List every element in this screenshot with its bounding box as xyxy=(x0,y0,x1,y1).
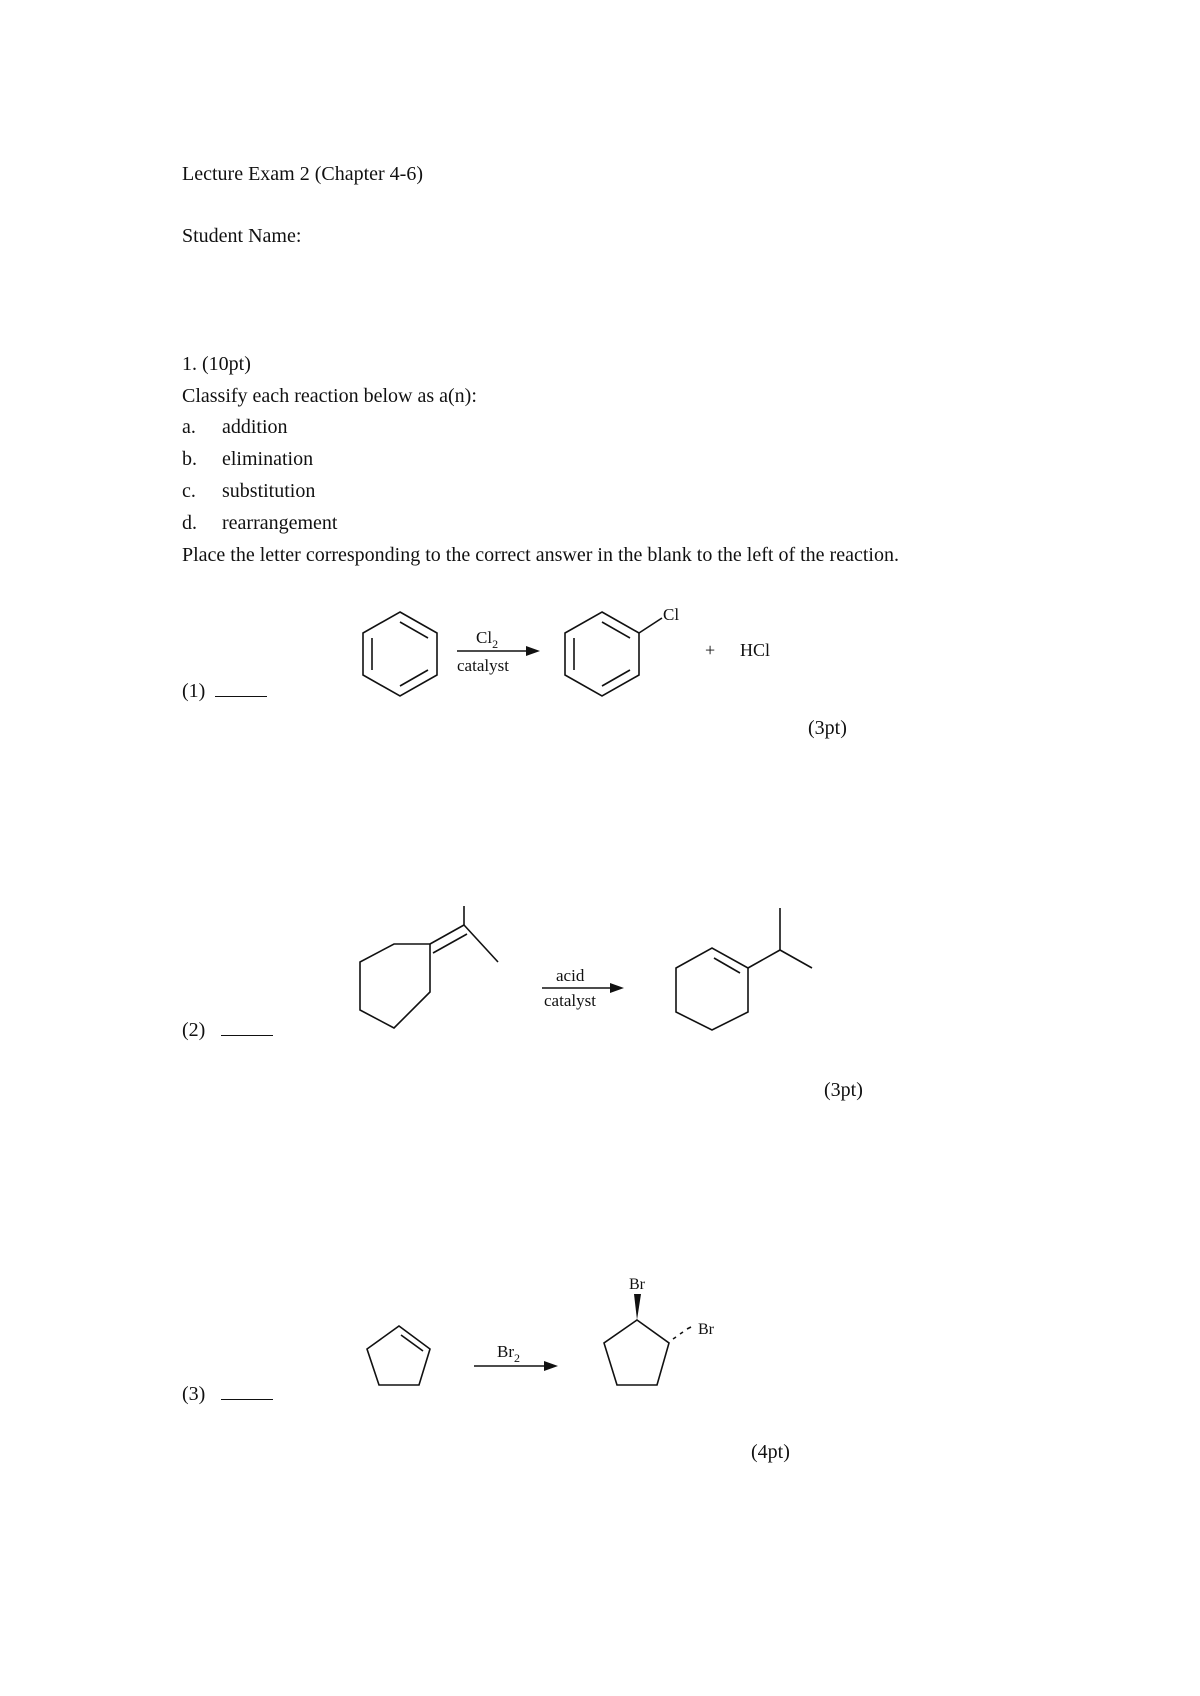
option-text: substitution xyxy=(222,480,316,502)
reagent-top: $Br_2$ xyxy=(497,1342,520,1365)
option-b xyxy=(182,447,313,471)
option-letter: d. xyxy=(182,512,197,534)
option-text: rearrangement xyxy=(222,512,338,534)
option-text: addition xyxy=(222,416,288,438)
reagent-top: $Cl_2$ xyxy=(476,628,499,651)
benzene-double-bond xyxy=(400,670,428,686)
wedge-bond xyxy=(634,1294,641,1320)
reaction-3-points: (4pt) xyxy=(751,1441,790,1463)
exocyclic-double-bond xyxy=(430,925,464,944)
option-c xyxy=(182,479,315,503)
ring-double-bond xyxy=(401,1335,423,1351)
hashed-bond xyxy=(673,1337,676,1339)
benzene-double-bond xyxy=(400,622,428,638)
hashed-bond xyxy=(680,1332,683,1334)
arrowhead xyxy=(610,983,624,993)
ring-double-bond xyxy=(714,958,740,973)
reaction-label-text: (1) xyxy=(182,680,206,702)
product-substituent-top: Br xyxy=(629,1276,645,1293)
option-letter: b. xyxy=(182,448,197,470)
reaction-1-label xyxy=(182,678,267,703)
arrowhead xyxy=(544,1361,558,1371)
option-letter: c. xyxy=(182,480,196,502)
c-cl-bond xyxy=(639,618,662,633)
question-number: 1. (10pt) xyxy=(182,353,251,375)
isopropyl-bond xyxy=(748,950,780,968)
product-substituent-right: Br xyxy=(698,1321,714,1338)
product-substituent: Cl xyxy=(663,605,680,624)
option-d xyxy=(182,511,337,535)
benzene-ring xyxy=(363,612,437,696)
plus-sign: + xyxy=(705,640,716,660)
cyclohexane-ring xyxy=(360,944,430,1028)
exam-title: Lecture Exam 2 (Chapter 4-6) xyxy=(182,163,424,185)
answer-blank-3[interactable] xyxy=(221,1381,273,1400)
reaction-label-text: (3) xyxy=(182,1383,206,1405)
exocyclic-double-bond xyxy=(433,934,467,953)
option-text: elimination xyxy=(222,448,314,470)
reaction-1-points: (3pt) xyxy=(808,717,847,739)
reaction-3-label xyxy=(182,1381,273,1406)
answer-blank-2[interactable] xyxy=(221,1017,273,1036)
reaction-label-text: (2) xyxy=(182,1019,206,1041)
cyclopentane-ring xyxy=(604,1320,669,1385)
hashed-bond xyxy=(687,1327,691,1329)
option-a xyxy=(182,415,288,439)
reagent-bottom: catalyst xyxy=(544,991,596,1010)
reaction-2-label xyxy=(182,1017,273,1042)
reagent-top: acid xyxy=(556,966,585,985)
reagent-bottom: catalyst xyxy=(457,656,509,675)
student-name-label: Student Name: xyxy=(182,225,302,247)
question-instruction: Place the letter corresponding to the correct answer in the blank to the left of the reaction. xyxy=(182,544,899,566)
option-letter: a. xyxy=(182,416,196,438)
question-prompt: Classify each reaction below as a(n): xyxy=(182,385,477,407)
answer-blank-1[interactable] xyxy=(215,678,267,697)
isopropyl-bond xyxy=(780,950,812,968)
arrowhead xyxy=(526,646,540,656)
cyclohexene-ring xyxy=(676,948,748,1030)
reaction-2-points: (3pt) xyxy=(824,1079,863,1101)
byproduct: HCl xyxy=(740,640,771,660)
benzene-double-bond xyxy=(602,622,630,638)
methyl-bond xyxy=(464,925,498,962)
cyclopentene-ring xyxy=(367,1326,430,1385)
benzene-double-bond xyxy=(602,670,630,686)
benzene-ring xyxy=(565,612,639,696)
